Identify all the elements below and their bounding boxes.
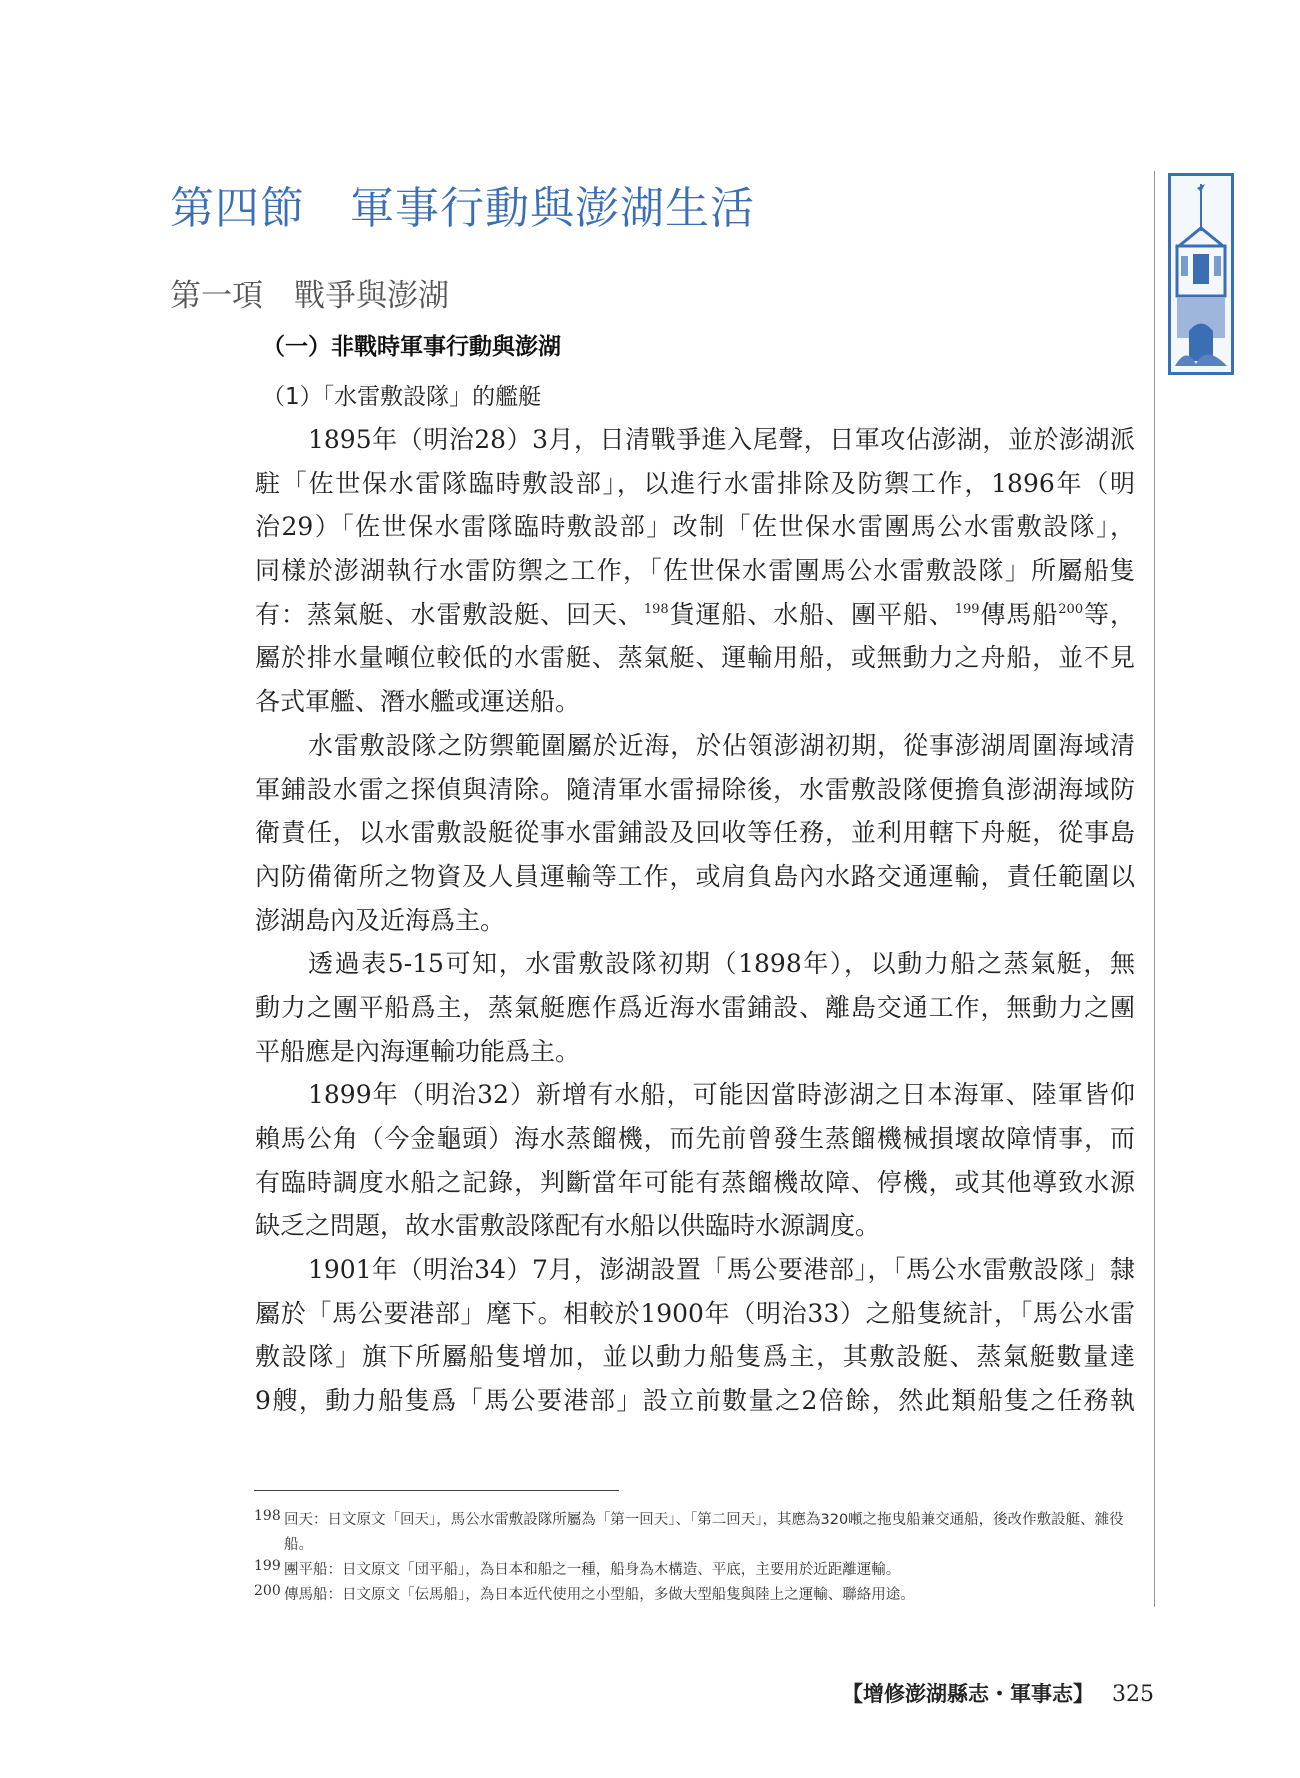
paragraph-line: 缺乏之問題，故水雷敷設隊配有水船以供臨時水源調度。 bbox=[255, 1211, 881, 1241]
paragraph-line: 動力之團平船爲主，蒸氣艇應作爲近海水雷鋪設、離島交通工作，無動力之團 bbox=[255, 992, 1135, 1022]
paragraph-line: 1901年（明治34）7月，澎湖設置「馬公要港部」，「馬公水雷敷設隊」隸 bbox=[308, 1255, 1135, 1285]
text-segment: 貨運船、水船、團平船、 bbox=[668, 599, 955, 629]
paragraph-line: 1899年（明治32）新增有水船，可能因當時澎湖之日本海軍、陸軍皆仰 bbox=[308, 1080, 1135, 1110]
footnote-number: 200 bbox=[254, 1583, 281, 1599]
paragraph-line: 水雷敷設隊之防禦範圍屬於近海，於佔領澎湖初期，從事澎湖周圍海域清 bbox=[308, 730, 1135, 760]
paragraph-line: 各式軍艦、潛水艦或運送船。 bbox=[255, 687, 581, 717]
paragraph-line: 有臨時調度水船之記錄，判斷當年可能有蒸餾機故障、停機，或其他導致水源 bbox=[255, 1167, 1135, 1197]
footnote-text: 團平船：日文原文「団平船」，為日本和船之一種，船身為木構造、平底，主要用於近距離運輸。 bbox=[284, 1562, 901, 1578]
text-segment: 有：蒸氣艇、水雷敷設艇、回天、 bbox=[255, 599, 644, 629]
paragraph-line: 平船應是內海運輸功能爲主。 bbox=[255, 1036, 581, 1066]
footnote-divider bbox=[254, 1490, 619, 1491]
footnote-number: 198 bbox=[254, 1508, 281, 1524]
footnote bbox=[254, 1508, 1144, 1558]
footnote bbox=[254, 1558, 1144, 1583]
paragraph-line: 軍鋪設水雷之探偵與清除。隨清軍水雷掃除後，水雷敷設隊便擔負澎湖海域防 bbox=[255, 774, 1135, 804]
paragraph-line: 屬於「馬公要港部」麾下。相較於1900年（明治33）之船隻統計，「馬公水雷 bbox=[255, 1298, 1135, 1328]
paragraph-line: 屬於排水量噸位較低的水雷艇、蒸氣艇、運輸用船，或無動力之舟船，並不見 bbox=[255, 643, 1135, 673]
page-number: 325 bbox=[1112, 1682, 1154, 1707]
item-title: 第一項 戰爭與澎湖 bbox=[170, 278, 449, 314]
footnote-number: 199 bbox=[254, 1558, 281, 1574]
text-segment: 傳馬船 bbox=[979, 599, 1059, 629]
paragraph-line: 敷設隊」旗下所屬船隻增加，並以動力船隻爲主，其敷設艇、蒸氣艇數量達 bbox=[255, 1342, 1135, 1372]
footnote-ref[interactable]: 200 bbox=[1058, 601, 1084, 617]
subsubheading: （1）「水雷敷設隊」的艦艇 bbox=[262, 384, 542, 410]
text-segment: 等， bbox=[1083, 599, 1135, 629]
paragraph-line: 同樣於澎湖執行水雷防禦之工作，「佐世保水雷團馬公水雷敷設隊」所屬船隻 bbox=[255, 556, 1135, 586]
paragraph-line: 透過表5-15可知，水雷敷設隊初期（1898年），以動力船之蒸氣艇，無 bbox=[308, 949, 1135, 979]
paragraph-line: 9艘，動力船隻爲「馬公要港部」設立前數量之2倍餘，然此類船隻之任務執 bbox=[255, 1386, 1135, 1416]
footnote bbox=[254, 1583, 1144, 1608]
footnotes bbox=[254, 1508, 1144, 1608]
building-logo-icon bbox=[1168, 173, 1234, 375]
paragraph-line: 1895年（明治28）3月，日清戰爭進入尾聲，日軍攻佔澎湖，並於澎湖派 bbox=[308, 425, 1135, 454]
footnote-ref[interactable]: 198 bbox=[643, 601, 669, 617]
footnote-ref[interactable]: 199 bbox=[954, 601, 980, 617]
paragraph-line: 衛責任，以水雷敷設艇從事水雷鋪設及回收等任務，並利用轄下舟艇，從事島 bbox=[255, 818, 1135, 848]
subheading: （一）非戰時軍事行動與澎湖 bbox=[262, 333, 561, 360]
book-title: 【增修澎湖縣志・軍事志】 bbox=[842, 1681, 1094, 1706]
footnote-text: 傳馬船：日文原文「伝馬船」，為日本近代使用之小型船，多做大型船隻與陸上之運輸、聯絡用途。 bbox=[284, 1587, 915, 1603]
paragraph-line: 澎湖島內及近海爲主。 bbox=[255, 905, 506, 935]
margin-rule bbox=[1154, 171, 1155, 1607]
paragraph-line bbox=[255, 593, 1135, 637]
paragraph-line: 賴馬公角（今金龜頭）海水蒸餾機，而先前曾發生蒸餾機械損壞故障情事，而 bbox=[255, 1124, 1135, 1153]
paragraph-line: 駐「佐世保水雷隊臨時敷設部」，以進行水雷排除及防禦工作，1896年（明 bbox=[255, 468, 1135, 498]
section-title: 第四節 軍事行動與澎湖生活 bbox=[170, 183, 755, 234]
paragraph-line: 內防備衛所之物資及人員運輸等工作，或肩負島內水路交通運輸，責任範圍以 bbox=[255, 861, 1135, 891]
body-text bbox=[255, 418, 1135, 1423]
footnote-text: 回天：日文原文「回天」，馬公水雷敷設隊所屬為「第一回天」、「第二回天」，其應為320噸之拖曳船兼交通船，後改作敷設艇、雜役船。 bbox=[284, 1512, 1124, 1553]
paragraph-line: 治29）「佐世保水雷隊臨時敷設部」改制「佐世保水雷團馬公水雷敷設隊」， bbox=[255, 512, 1135, 542]
page-footer bbox=[842, 1678, 1154, 1708]
